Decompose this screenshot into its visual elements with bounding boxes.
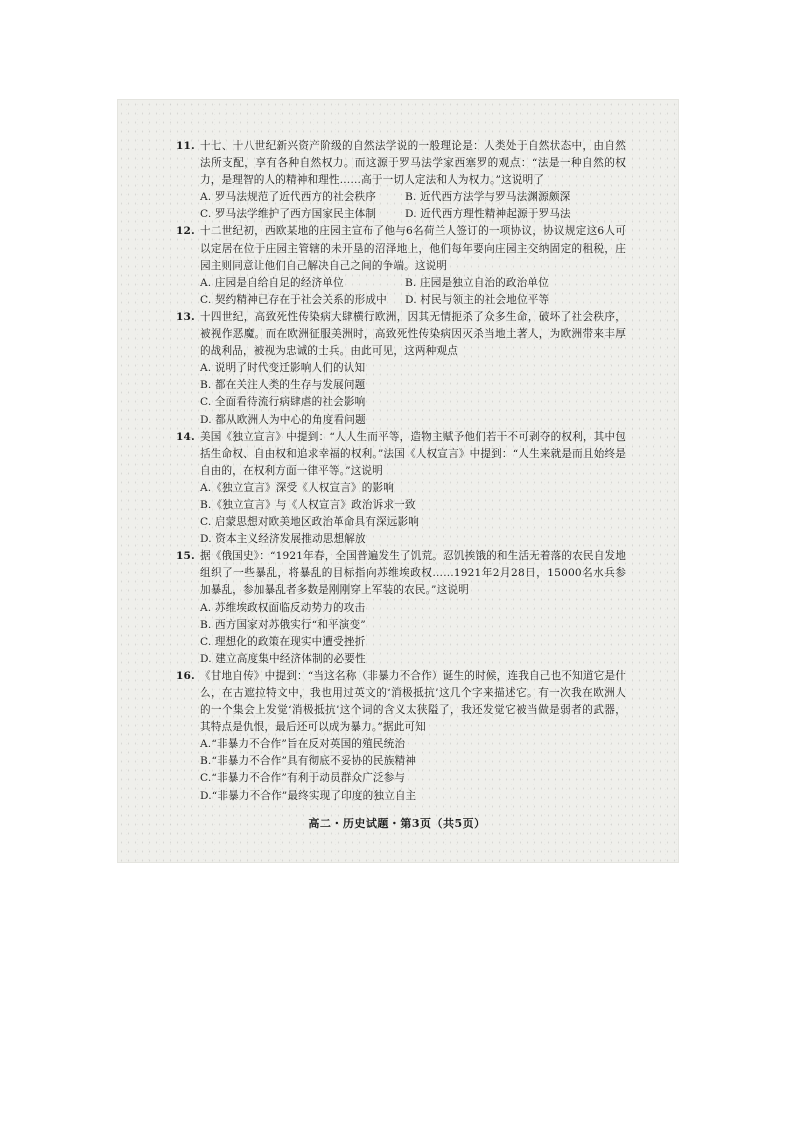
- option-c: C. 罗马法学维护了西方国家民主体制: [200, 208, 377, 221]
- option-b: B. 庄园是独立自治的政治单位: [405, 276, 549, 289]
- question-body: [200, 309, 626, 429]
- question-number: 16.: [176, 669, 195, 682]
- option-d: D.“非暴力不合作”最终实现了印度的独立自主: [200, 789, 417, 802]
- option-b: B. 都在关注人类的生存与发展问题: [200, 379, 366, 392]
- question-number: 13.: [176, 310, 195, 323]
- question-stem: 十七、十八世纪新兴资产阶级的自然法学说的一般理论是：人类处于自然状态中，由自然法所支配，享有各种自然权力。而这源于罗马法学家西塞罗的观点：“法是一种自然的权力，是理智的人的精神和理性……高于一切人定法和人为权力。”这说明了: [200, 140, 626, 187]
- question-stem: 十四世纪，高致死性传染病大肆横行欧洲，因其无情扼杀了众多生命，破坏了社会秩序，被视作恶魔。而在欧洲征服美洲时，高致死性传染病因灭杀当地土著人，为欧洲带来丰厚的战利品，被视为忠诚的士兵。由此可见，这两种观点: [200, 310, 626, 358]
- option-group: [200, 275, 626, 309]
- question-body: [200, 668, 626, 805]
- question-11: [178, 138, 626, 223]
- question-number: 15.: [176, 550, 195, 563]
- question-13: [178, 309, 626, 429]
- option-d: D. 村民与领主的社会地位平等: [405, 293, 550, 306]
- question-body: [200, 138, 626, 223]
- question-body: [200, 548, 626, 668]
- question-body: [200, 429, 626, 549]
- option-a: A. 苏维埃政权面临反动势力的攻击: [200, 601, 366, 614]
- option-b: B. 近代西方法学与罗马法渊源颇深: [405, 191, 571, 204]
- question-stem: 十二世纪初，西欧某地的庄园主宣布了他与6名荷兰人签订的一项协议，协议规定这6人可以定居在位于庄园主管辖的未开垦的沼泽地上，他们每年要向庄园主交纳固定的租税，庄园主则同意让他们自己解决自己之间的争端。这说明: [200, 225, 626, 272]
- option-c: C. 理想化的政策在现实中遭受挫折: [200, 635, 366, 648]
- option-b: B.《独立宣言》与《人权宣言》政治诉求一致: [200, 498, 416, 511]
- question-list: [178, 138, 626, 805]
- question-stem: 据《俄国史》：“1921年春，全国普遍发生了饥荒。忍饥挨饿的和生活无着落的农民自发地组织了一些暴乱，将暴乱的目标指向苏维埃政权……1921年2月28日，15000名水兵参加暴乱，参加暴乱者多数是刚刚穿上军装的农民。”这说明: [200, 550, 626, 597]
- option-b: B. 西方国家对苏俄实行“和平演变”: [200, 618, 366, 631]
- page-footer: 高二・历史试题・第3页（共5页）: [308, 817, 486, 830]
- question-12: [178, 223, 626, 308]
- option-c: C.“非暴力不合作”有利于动员群众广泛参与: [200, 772, 406, 785]
- question-number: 14.: [176, 430, 195, 443]
- option-d: D. 建立高度集中经济体制的必要性: [200, 652, 366, 665]
- question-16: [178, 668, 626, 805]
- option-c: C. 启蒙思想对欧美地区政治革命具有深远影响: [200, 516, 420, 529]
- option-d: D. 都从欧洲人为中心的角度看问题: [200, 413, 366, 426]
- option-a: A. 说明了时代变迁影响人们的认知: [200, 362, 366, 375]
- option-a: A.“非暴力不合作”旨在反对英国的殖民统治: [200, 738, 406, 751]
- question-body: [200, 223, 626, 308]
- option-d: D. 近代西方理性精神起源于罗马法: [405, 208, 571, 221]
- question-stem: 《甘地自传》中提到：“当这名称（非暴力不合作）诞生的时候，连我自己也不知道它是什么，在古遮拉特文中，我也用过英文的‘消极抵抗’这几个字来描述它。有一次我在欧洲人的一个集会上发觉‘消极抵抗’这个词的含义太狭隘了，我还发觉它被当做是弱者的武器，其特点是仇恨，最后还可以成为暴力。”据此可知: [200, 669, 626, 734]
- option-a: A. 庄园是自给自足的经济单位: [200, 276, 344, 289]
- question-15: [178, 548, 626, 668]
- question-stem: 美国《独立宣言》中提到：“人人生而平等，造物主赋予他们若干不可剥夺的权利，其中包括生命权、自由权和追求幸福的权利。”法国《人权宣言》中提到：“人生来就是而且始终是自由的，在权利方面一律平等。”这说明: [200, 430, 626, 477]
- question-14: [178, 429, 626, 549]
- question-number: 11.: [176, 140, 195, 152]
- option-b: B.“非暴力不合作”具有彻底不妥协的民族精神: [200, 755, 416, 768]
- question-number: 12.: [176, 225, 195, 238]
- option-d: D. 资本主义经济发展推动思想解放: [200, 533, 366, 546]
- option-c: C. 契约精神已存在于社会关系的形成中: [200, 293, 387, 306]
- option-group: [200, 189, 626, 223]
- option-a: A.《独立宣言》深受《人权宣言》的影响: [200, 481, 394, 494]
- option-a: A. 罗马法规范了近代西方的社会秩序: [200, 191, 376, 204]
- option-c: C. 全面看待流行病肆虐的社会影响: [200, 396, 366, 409]
